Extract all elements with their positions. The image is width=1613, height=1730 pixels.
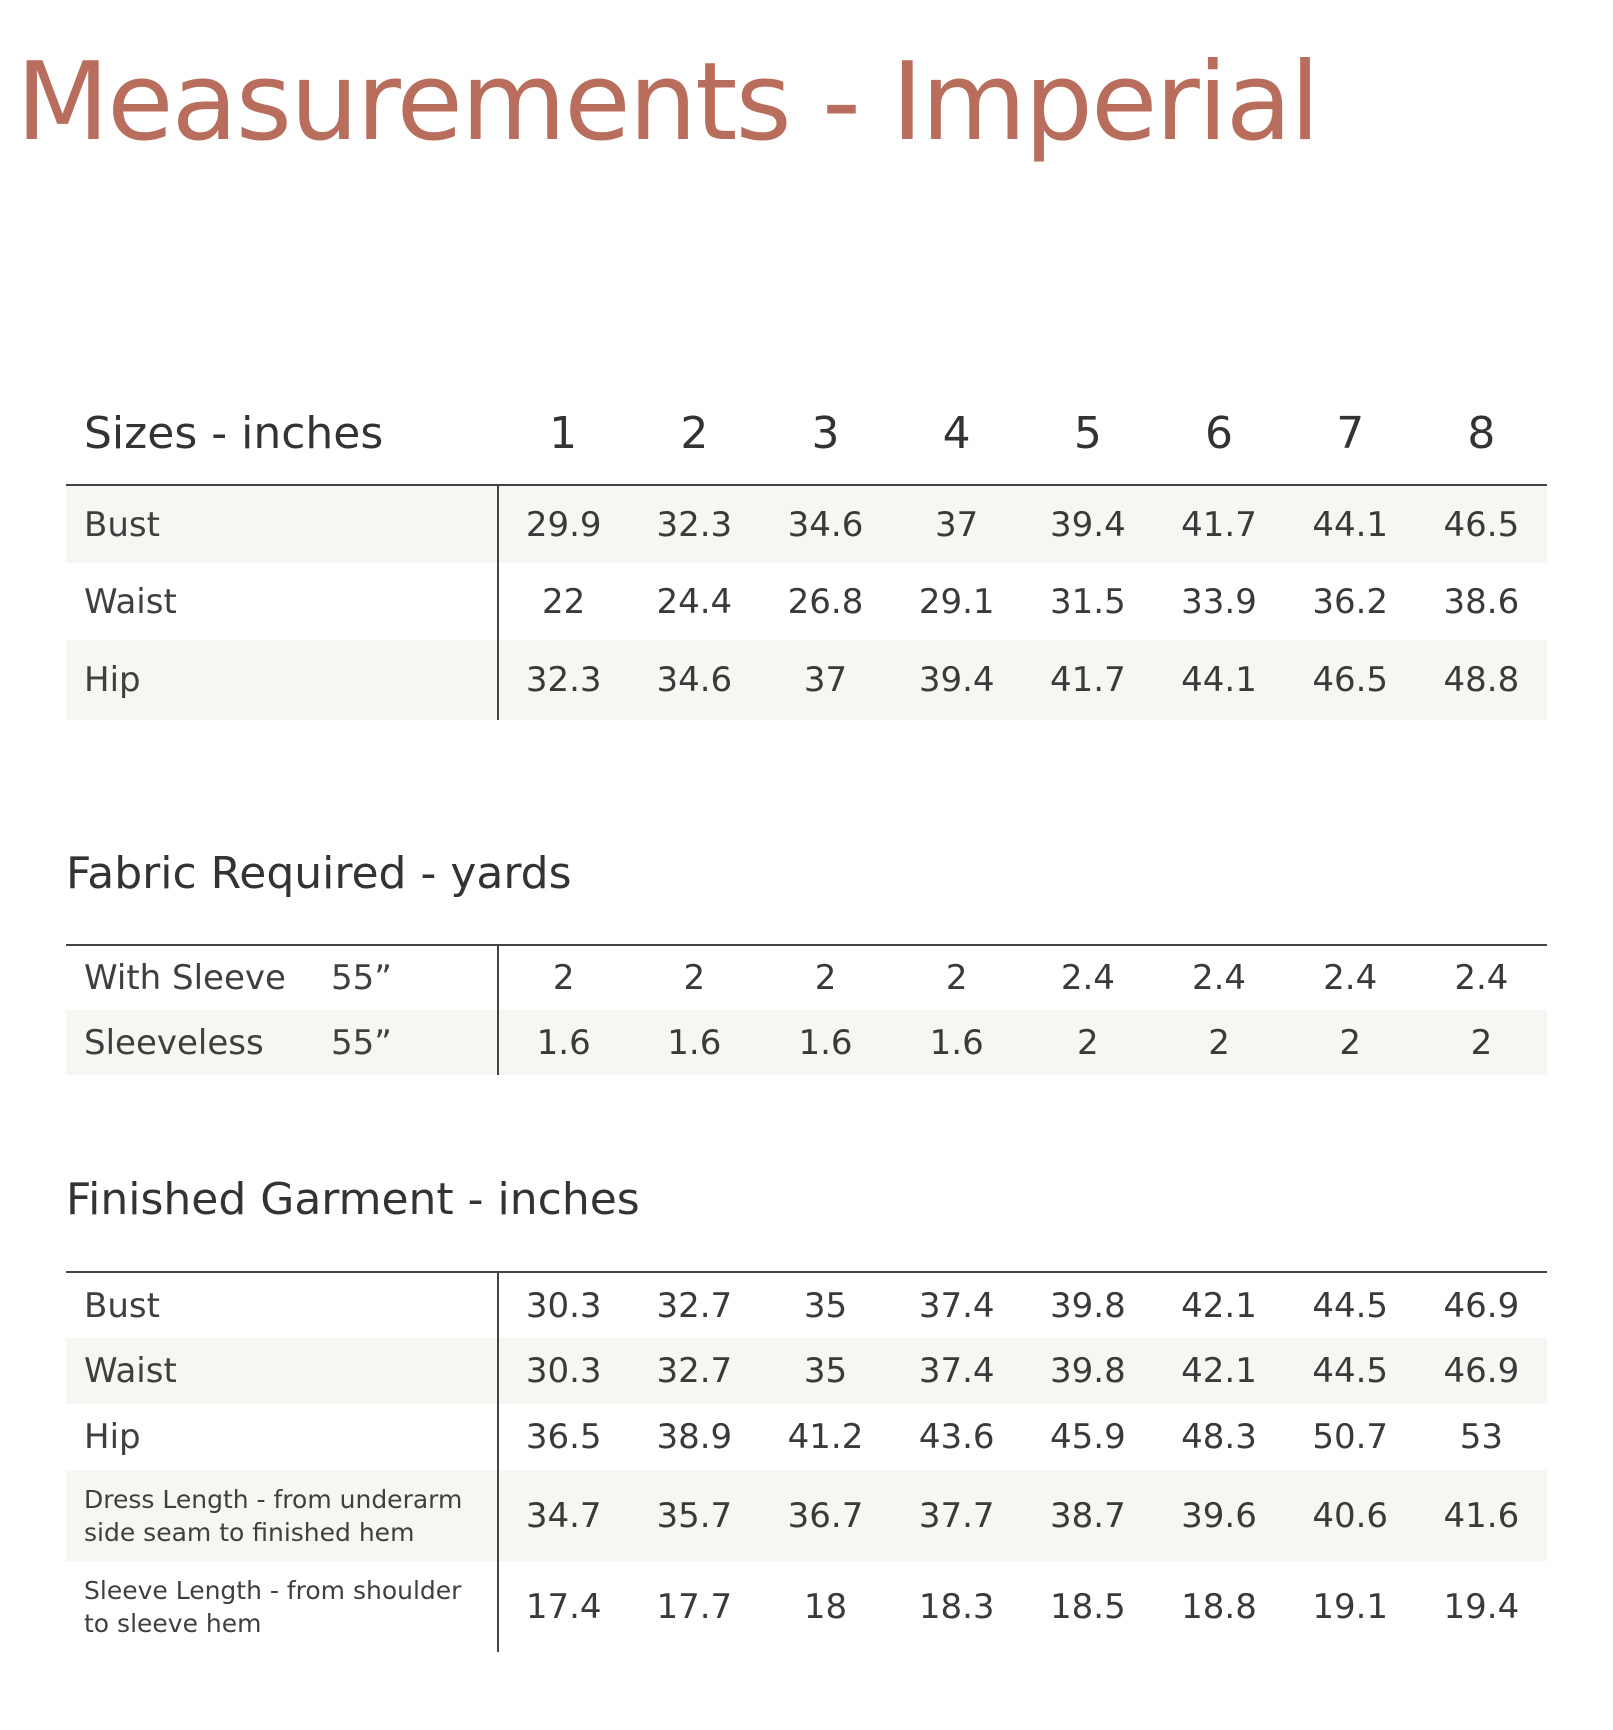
table-row: [66, 485, 1547, 563]
table-row: [66, 563, 1547, 640]
table-cell: 36.7: [760, 1470, 891, 1561]
table-cell: 35: [760, 1272, 891, 1338]
table-cell: 2.4: [1416, 945, 1547, 1010]
fabric-table: [66, 944, 1547, 1075]
row-label: Hip: [66, 640, 498, 720]
table-cell: 44.5: [1285, 1272, 1416, 1338]
table-cell: 48.8: [1416, 640, 1547, 720]
table-cell: 44.1: [1153, 640, 1284, 720]
table-cell: 34.6: [629, 640, 760, 720]
finished-heading: Finished Garment - inches: [66, 1174, 640, 1225]
fabric-row-label: Sleeveless: [84, 1022, 264, 1063]
row-label-line: side seam to finished hem: [84, 1517, 415, 1547]
table-cell: 2: [1416, 1010, 1547, 1075]
table-cell: 37: [891, 485, 1022, 563]
table-cell: 53: [1459, 1417, 1504, 1457]
table-cell: 34.7: [498, 1470, 629, 1561]
table-cell: 1.6: [891, 1010, 1022, 1075]
table-cell: 38.6: [1443, 581, 1520, 622]
table-cell: 2: [760, 945, 891, 1010]
table-cell: 37: [760, 640, 891, 720]
table-cell: 2.4: [1022, 945, 1153, 1010]
finished-table: [66, 1271, 1547, 1652]
fabric-width: 55”: [331, 1022, 392, 1063]
row-label: Hip: [66, 1404, 498, 1470]
table-cell: 18.3: [918, 1586, 995, 1627]
table-cell: 17.4: [525, 1586, 602, 1627]
table-cell: 32.7: [629, 1338, 760, 1404]
table-cell: 32.3: [498, 640, 629, 720]
sizes-table: [66, 382, 1547, 720]
fabric-row-label: With Sleeve: [84, 958, 286, 998]
size-header: 1: [498, 382, 629, 485]
table-cell: 42.1: [1153, 1272, 1284, 1338]
table-cell: 26.8: [787, 581, 864, 622]
table-cell: 50.7: [1312, 1417, 1389, 1457]
table-cell: 1.6: [760, 1010, 891, 1075]
table-cell: 45.9: [1050, 1417, 1126, 1457]
table-row: [66, 640, 1547, 720]
row-label: Waist: [66, 563, 498, 640]
table-row: [66, 1404, 1547, 1470]
table-cell: 2.4: [1153, 945, 1284, 1010]
sizes-heading: Sizes - inches: [66, 382, 498, 485]
table-cell: 36.2: [1312, 581, 1389, 622]
table-cell: 29.1: [918, 581, 995, 622]
table-cell: 46.9: [1416, 1338, 1547, 1404]
table-cell: 39.4: [1022, 485, 1153, 563]
table-cell: 18.8: [1181, 1586, 1257, 1627]
table-cell: 38.7: [1022, 1470, 1153, 1561]
table-cell: 37.7: [891, 1470, 1022, 1561]
table-cell: 46.5: [1285, 640, 1416, 720]
table-cell: 39.6: [1153, 1470, 1284, 1561]
row-label-line: Dress Length - from underarm: [84, 1484, 463, 1514]
table-cell: 41.6: [1416, 1470, 1547, 1561]
table-cell: 2: [1153, 1010, 1284, 1075]
table-cell: 19.4: [1443, 1586, 1520, 1627]
table-cell: 2: [1285, 1010, 1416, 1075]
table-cell: 35.7: [629, 1470, 760, 1561]
table-row: [66, 1338, 1547, 1404]
table-cell: 44.5: [1285, 1338, 1416, 1404]
table-cell: 43.6: [918, 1417, 995, 1457]
table-cell: 30.3: [498, 1338, 629, 1404]
table-row: [66, 1010, 1547, 1075]
table-cell: 41.2: [787, 1417, 864, 1457]
table-cell: 2.4: [1285, 945, 1416, 1010]
table-cell: 48.3: [1181, 1417, 1257, 1457]
size-header: 8: [1416, 382, 1547, 485]
table-cell: 32.3: [629, 485, 760, 563]
table-cell: 46.5: [1416, 485, 1547, 563]
table-cell: 36.5: [525, 1417, 602, 1457]
row-label: Bust: [66, 485, 498, 563]
size-header: 4: [891, 382, 1022, 485]
table-cell: 33.9: [1181, 581, 1257, 622]
row-label: Waist: [66, 1338, 498, 1404]
table-cell: 30.3: [498, 1272, 629, 1338]
table-cell: 18: [803, 1586, 848, 1627]
table-cell: 31.5: [1050, 581, 1126, 622]
table-cell: 39.8: [1022, 1272, 1153, 1338]
size-header: 6: [1153, 382, 1284, 485]
row-label: [66, 1561, 498, 1652]
table-cell: 34.6: [760, 485, 891, 563]
table-cell: 40.6: [1285, 1470, 1416, 1561]
fabric-heading: Fabric Required - yards: [66, 848, 572, 899]
table-cell: 1.6: [629, 1010, 760, 1075]
size-header: 5: [1022, 382, 1153, 485]
table-cell: 29.9: [498, 485, 629, 563]
table-row: [66, 945, 1547, 1010]
table-cell: 17.7: [656, 1586, 733, 1627]
row-label: Bust: [66, 1272, 498, 1338]
page-title: Measurements - Imperial: [16, 40, 1318, 165]
table-row: [66, 1272, 1547, 1338]
table-row: [66, 1561, 1547, 1652]
table-cell: 41.7: [1153, 485, 1284, 563]
row-label-line: Sleeve Length - from shoulder: [84, 1575, 462, 1605]
table-cell: 1.6: [498, 1010, 629, 1075]
table-cell: 39.4: [891, 640, 1022, 720]
table-cell: 18.5: [1050, 1586, 1126, 1627]
table-cell: 46.9: [1416, 1272, 1547, 1338]
row-label-line: to sleeve hem: [84, 1608, 262, 1638]
row-label: [66, 1470, 498, 1561]
table-cell: 35: [760, 1338, 891, 1404]
table-cell: 41.7: [1022, 640, 1153, 720]
table-cell: 22: [542, 581, 586, 622]
table-cell: 2: [1022, 1010, 1153, 1075]
table-cell: 2: [891, 945, 1022, 1010]
table-cell: 19.1: [1312, 1586, 1389, 1627]
table-cell: 32.7: [629, 1272, 760, 1338]
row-label: [66, 1010, 498, 1075]
fabric-width: 55”: [331, 958, 392, 998]
table-row: [66, 1470, 1547, 1561]
row-label: [66, 945, 498, 1010]
table-cell: 2: [498, 945, 629, 1010]
table-cell: 39.8: [1022, 1338, 1153, 1404]
table-cell: 38.9: [656, 1417, 733, 1457]
sizes-header-row: [66, 382, 1547, 485]
size-header: 2: [629, 382, 760, 485]
table-cell: 2: [629, 945, 760, 1010]
table-cell: 24.4: [656, 581, 733, 622]
size-header: 3: [760, 382, 891, 485]
table-cell: 37.4: [891, 1338, 1022, 1404]
table-cell: 44.1: [1285, 485, 1416, 563]
table-cell: 42.1: [1153, 1338, 1284, 1404]
table-cell: 37.4: [891, 1272, 1022, 1338]
size-header: 7: [1285, 382, 1416, 485]
